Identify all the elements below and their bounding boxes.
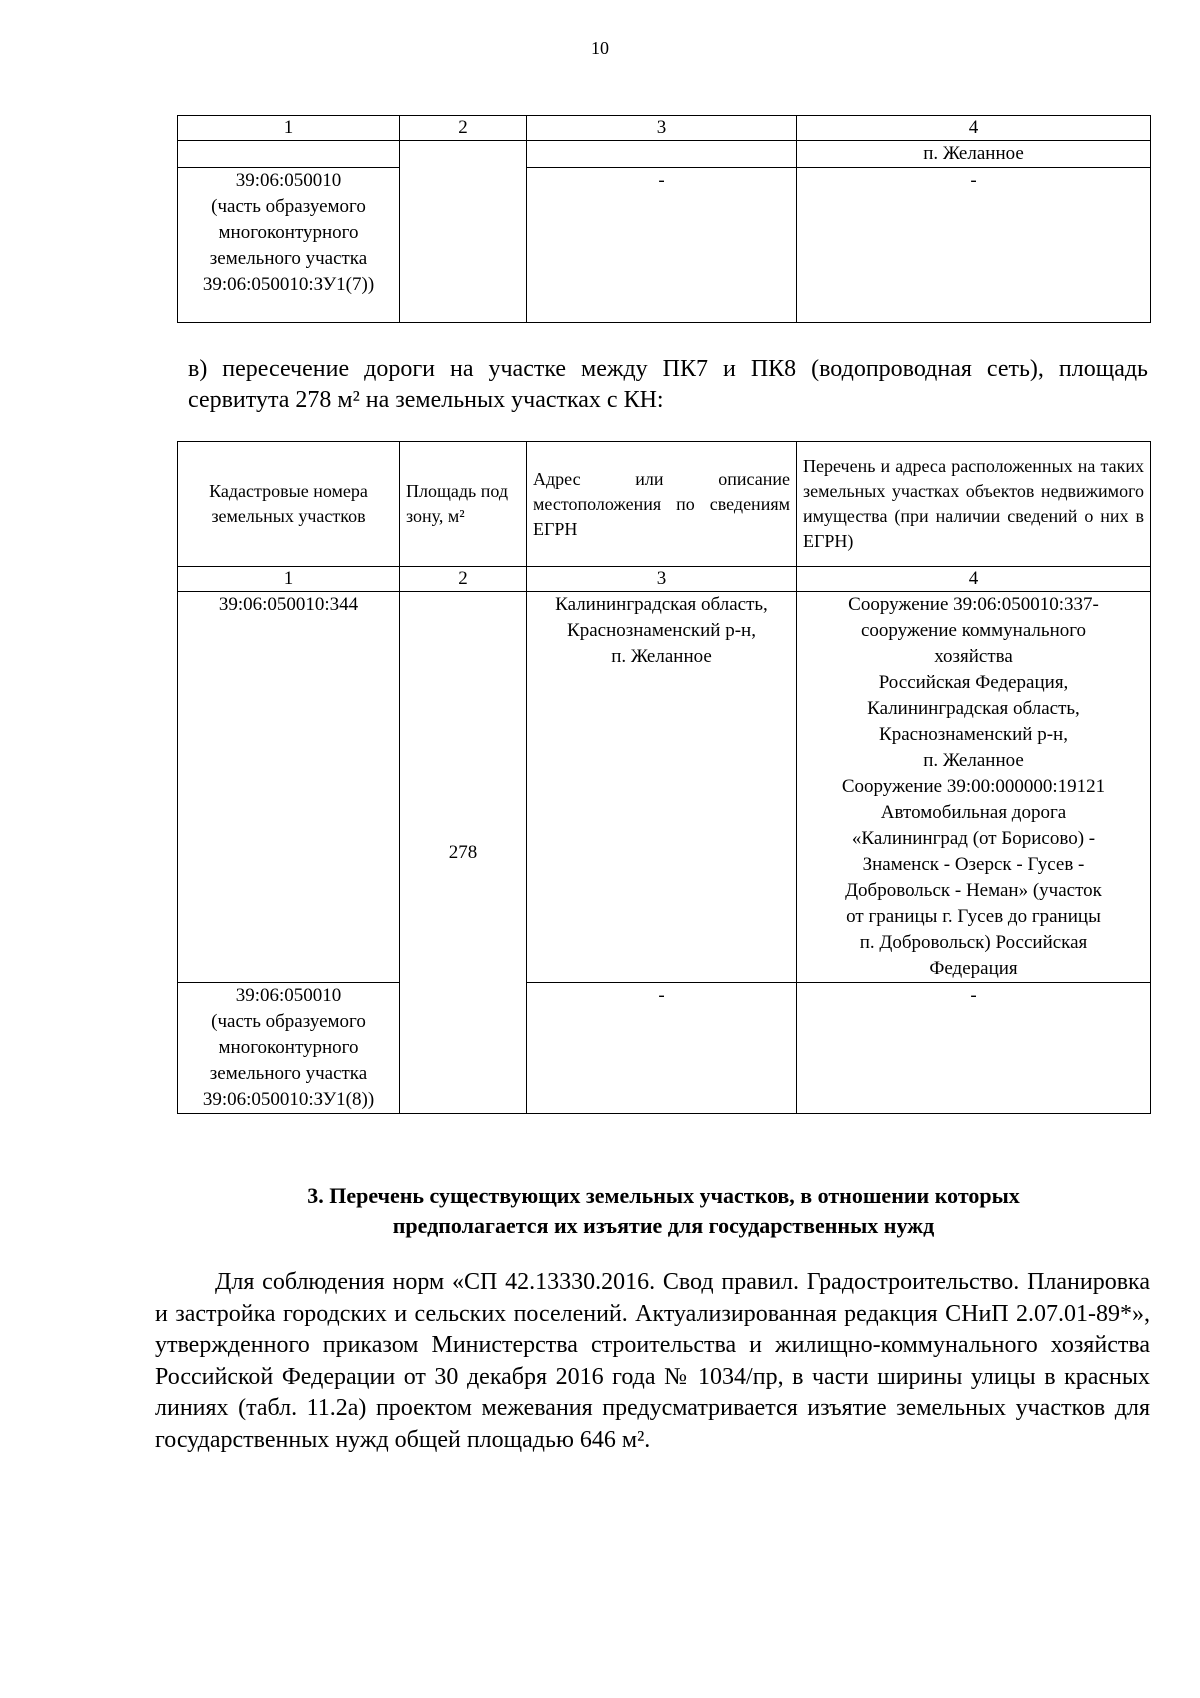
objects-line: Калининградская область, bbox=[867, 698, 1080, 719]
objects-line: сооружение коммунального bbox=[860, 620, 1087, 641]
objects-line: Федерация bbox=[929, 958, 1018, 979]
area-cell: 278 bbox=[400, 592, 527, 1114]
objects-line: Краснознаменский р-н, bbox=[879, 724, 1068, 745]
objects-line: Сооружение 39:06:050010:337- bbox=[848, 594, 1099, 615]
objects-line: от границы г. Гусев до границы bbox=[846, 906, 1101, 927]
objects-cell: - bbox=[797, 168, 1151, 323]
table-row bbox=[178, 141, 1151, 168]
objects-cell: - bbox=[797, 983, 1151, 1114]
objects-line: п. Желанное bbox=[923, 750, 1024, 771]
col-number: 4 bbox=[797, 567, 1151, 592]
section-title-line: 3. Перечень существующих земельных участков, в отношении которых bbox=[307, 1183, 1020, 1208]
cadastral-line: (часть образуемого bbox=[211, 1011, 366, 1032]
address-line: п. Желанное bbox=[611, 646, 712, 667]
section-title-line: предполагается их изъятие для государственных нужд bbox=[392, 1213, 935, 1238]
col-number: 4 bbox=[797, 116, 1151, 141]
header-cadastral: Кадастровые номера земельных участков bbox=[178, 442, 400, 567]
cadastral-cell: 39:06:050010:344 bbox=[178, 592, 400, 983]
address-line: Краснознаменский р-н, bbox=[567, 620, 756, 641]
cadastral-line: (часть образуемого bbox=[211, 196, 366, 217]
cadastral-line: земельного участка bbox=[209, 1063, 368, 1084]
header-address: Адрес или описание местоположения по сведениям ЕГРН bbox=[527, 442, 797, 567]
page-number: 10 bbox=[591, 38, 609, 58]
col-number: 2 bbox=[400, 116, 527, 141]
table-row bbox=[178, 168, 1151, 323]
table-continuation bbox=[177, 115, 1151, 323]
objects-cell bbox=[797, 592, 1151, 983]
header-objects: Перечень и адреса расположенных на таких земельных участках объектов недвижимого имущества (при наличии сведений о них в ЕГРН) bbox=[797, 442, 1151, 567]
cadastral-line: 39:06:050010 bbox=[235, 985, 342, 1006]
cadastral-line: 39:06:050010 bbox=[235, 170, 342, 191]
objects-line: Сооружение 39:00:000000:19121 bbox=[841, 776, 1106, 797]
address-cell: - bbox=[527, 983, 797, 1114]
objects-line: хозяйства bbox=[934, 646, 1013, 667]
col-number: 1 bbox=[178, 116, 400, 141]
section-3-body: Для соблюдения норм «СП 42.13330.2016. Свод правил. Градостроительство. Планировка и застройка городских и сельских поселений. Актуализированная редакция СНиП 2.07.01-89*», утвержденного приказом Министерства строительства и жилищно-коммунального хозяйства Российской Федерации от 30 декабря 2016 года № 1034/пр, в части ширины улицы в красных линиях (табл. 11.2а) проектом межевания предусматривается изъятие земельных участков для государственных нужд общей площадью 646 м². bbox=[155, 1269, 1150, 1453]
cadastral-line: 39:06:050010:ЗУ1(8)) bbox=[202, 1089, 375, 1110]
section-3-title bbox=[177, 1181, 1150, 1241]
cadastral-line: многоконтурного bbox=[218, 1037, 359, 1058]
table-row bbox=[178, 592, 1151, 983]
col-number: 2 bbox=[400, 567, 527, 592]
column-numbers-row bbox=[178, 116, 1151, 141]
cadastral-line: 39:06:050010:ЗУ1(7)) bbox=[202, 274, 375, 295]
objects-line: Российская Федерация, bbox=[878, 672, 1069, 693]
col-number: 3 bbox=[527, 567, 797, 592]
cadastral-cell bbox=[178, 168, 400, 323]
paragraph-v: в) пересечение дороги на участке между ПК7 и ПК8 (водопроводная сеть), площадь сервитута 278 м² на земельных участках с КН: bbox=[188, 356, 1148, 413]
cadastral-line: земельного участка bbox=[209, 248, 368, 269]
header-row bbox=[178, 442, 1151, 567]
cadastral-cell bbox=[178, 983, 400, 1114]
address-line: Калининградская область, bbox=[555, 594, 768, 615]
objects-line: Знаменск - Озерск - Гусев - bbox=[862, 854, 1085, 875]
address-cell bbox=[527, 592, 797, 983]
settlement-cell: п. Желанное bbox=[797, 141, 1151, 168]
objects-line: Автомобильная дорога bbox=[880, 802, 1067, 823]
column-numbers-row bbox=[178, 567, 1151, 592]
address-cell: - bbox=[527, 168, 797, 323]
objects-line: Добровольск - Неман» (участок bbox=[845, 880, 1102, 901]
cadastral-line: многоконтурного bbox=[218, 222, 359, 243]
objects-line: п. Добровольск) Российская bbox=[859, 932, 1088, 953]
objects-line: «Калининград (от Борисово) - bbox=[851, 828, 1096, 849]
col-number: 1 bbox=[178, 567, 400, 592]
table-row bbox=[178, 983, 1151, 1114]
table-servitude bbox=[177, 441, 1151, 1114]
header-area: Площадь под зону, м² bbox=[400, 442, 527, 567]
col-number: 3 bbox=[527, 116, 797, 141]
